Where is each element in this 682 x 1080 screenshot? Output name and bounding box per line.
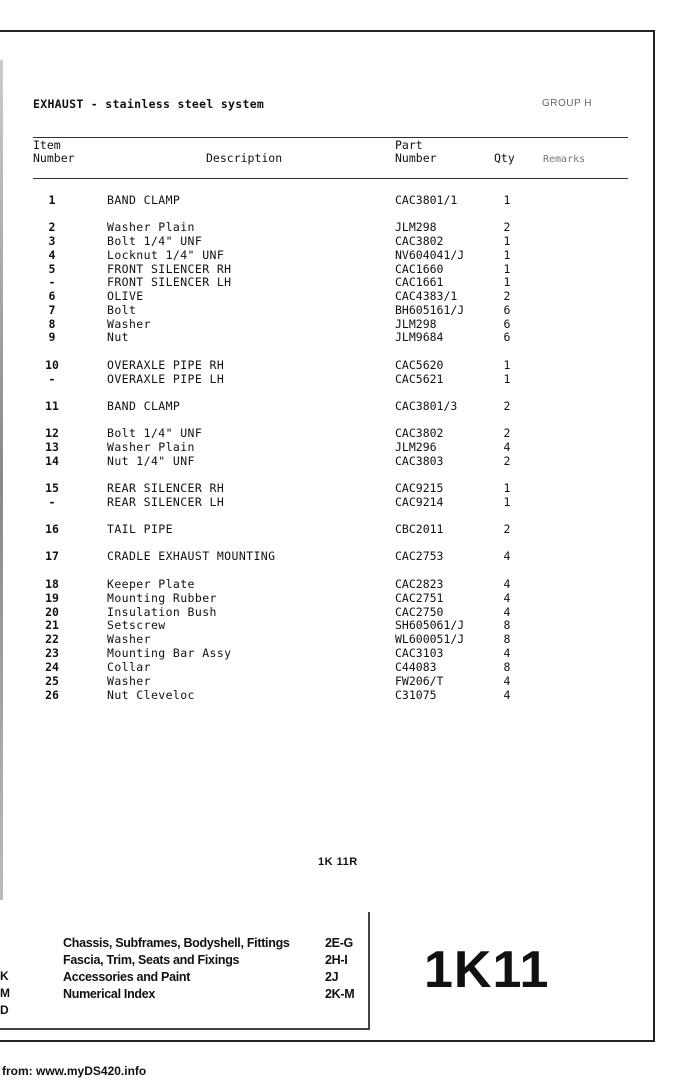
table-row	[0, 481, 640, 495]
item-qty: 4	[503, 646, 511, 660]
item-description: Bolt 1/4" UNF	[107, 426, 203, 440]
edge-letter: D	[0, 1003, 9, 1017]
item-qty: 2	[503, 522, 511, 536]
header-item-line2: Number	[33, 151, 75, 165]
item-number: 26	[45, 688, 59, 702]
part-number: NV604041/J	[395, 248, 465, 262]
item-qty: 4	[503, 605, 511, 619]
item-qty: 2	[503, 220, 511, 234]
item-qty: 1	[503, 248, 511, 262]
item-qty: 2	[503, 426, 511, 440]
index-entry-label: Numerical Index	[63, 987, 156, 1001]
part-number: BH605161/J	[395, 303, 465, 317]
item-qty: 1	[503, 372, 511, 386]
item-number: -	[48, 372, 56, 386]
header-top-rule	[33, 137, 628, 138]
table-row	[0, 303, 640, 317]
item-description: Washer Plain	[107, 220, 195, 234]
item-number: 18	[45, 577, 59, 591]
table-row	[0, 248, 640, 262]
table-row	[0, 674, 640, 688]
part-number: CAC3803	[395, 454, 444, 468]
table-row	[0, 549, 640, 563]
item-qty: 1	[503, 275, 511, 289]
table-row	[0, 605, 640, 619]
part-number: CAC4383/1	[395, 289, 458, 303]
item-description: Washer	[107, 674, 151, 688]
table-row	[0, 495, 640, 509]
index-entry-code: 2E-G	[325, 936, 353, 950]
page-frame	[0, 30, 655, 1042]
item-qty: 6	[503, 330, 511, 344]
item-qty: 6	[503, 303, 511, 317]
header-item-line1: Item	[33, 138, 61, 152]
item-description: OLIVE	[107, 289, 144, 303]
item-number: 17	[45, 549, 59, 563]
part-number: CAC2751	[395, 591, 444, 605]
table-row	[0, 577, 640, 591]
part-number: CAC1661	[395, 275, 444, 289]
item-description: Insulation Bush	[107, 605, 217, 619]
table-row	[0, 193, 640, 207]
item-description: REAR SILENCER LH	[107, 495, 225, 509]
header-item	[33, 139, 75, 165]
table-row	[0, 372, 640, 386]
item-description: FRONT SILENCER LH	[107, 275, 232, 289]
part-number: CAC3103	[395, 646, 444, 660]
table-row	[0, 688, 640, 702]
edge-letter: M	[0, 986, 10, 1000]
item-qty: 4	[503, 591, 511, 605]
part-number: CAC2753	[395, 549, 444, 563]
item-number: 8	[48, 317, 56, 331]
item-description: Nut	[107, 330, 129, 344]
part-number: SH605061/J	[395, 618, 465, 632]
table-row	[0, 262, 640, 276]
item-qty: 6	[503, 317, 511, 331]
item-number: 12	[45, 426, 59, 440]
item-description: OVERAXLE PIPE LH	[107, 372, 225, 386]
table-row	[0, 646, 640, 660]
item-number: 9	[48, 330, 56, 344]
item-qty: 4	[503, 440, 511, 454]
table-row	[0, 399, 640, 413]
table-row	[0, 275, 640, 289]
item-number: 22	[45, 632, 59, 646]
table-row	[0, 522, 640, 536]
header-qty: Qty	[494, 151, 515, 165]
index-entry	[63, 952, 348, 969]
item-description: Washer Plain	[107, 440, 195, 454]
part-number: JLM9684	[395, 330, 444, 344]
item-description: Nut 1/4" UNF	[107, 454, 195, 468]
item-description: Mounting Rubber	[107, 591, 217, 605]
item-qty: 1	[503, 358, 511, 372]
header-remarks: Remarks	[543, 154, 586, 165]
item-qty: 1	[503, 234, 511, 248]
item-description: Nut Cleveloc	[107, 688, 195, 702]
page-title: EXHAUST - stainless steel system	[33, 97, 265, 111]
part-number: JLM298	[395, 220, 437, 234]
item-number: 25	[45, 674, 59, 688]
item-number: 21	[45, 618, 59, 632]
header-bottom-rule	[33, 178, 628, 179]
table-row	[0, 660, 640, 674]
part-number: WL600051/J	[395, 632, 465, 646]
table-row	[0, 618, 640, 632]
table-row	[0, 440, 640, 454]
group-label: GROUP H	[542, 98, 592, 109]
item-qty: 8	[503, 660, 511, 674]
item-qty: 1	[503, 262, 511, 276]
item-description: Washer	[107, 632, 151, 646]
item-number: 14	[45, 454, 59, 468]
index-entry-label: Fascia, Trim, Seats and Fixings	[63, 953, 240, 967]
item-number: 13	[45, 440, 59, 454]
item-number: 15	[45, 481, 59, 495]
item-description: TAIL PIPE	[107, 522, 173, 536]
table-row	[0, 234, 640, 248]
part-number: JLM296	[395, 440, 437, 454]
part-number: CAC3801/3	[395, 399, 458, 413]
table-row	[0, 632, 640, 646]
item-number: 19	[45, 591, 59, 605]
item-description: Keeper Plate	[107, 577, 195, 591]
item-description: REAR SILENCER RH	[107, 481, 225, 495]
table-row	[0, 591, 640, 605]
item-description: Collar	[107, 660, 151, 674]
part-number: JLM298	[395, 317, 437, 331]
item-number: 6	[48, 289, 56, 303]
part-number: CAC2750	[395, 605, 444, 619]
item-qty: 4	[503, 674, 511, 688]
part-number: CAC3802	[395, 234, 444, 248]
item-number: -	[48, 275, 56, 289]
table-row	[0, 317, 640, 331]
item-qty: 2	[503, 454, 511, 468]
table-row	[0, 220, 640, 234]
item-number: 11	[45, 399, 59, 413]
part-number: CBC2011	[395, 522, 444, 536]
index-entry	[63, 969, 339, 986]
part-number: C31075	[395, 688, 437, 702]
item-number: 3	[48, 234, 56, 248]
header-part-line1: Part	[395, 138, 423, 152]
table-row	[0, 454, 640, 468]
item-qty: 1	[503, 193, 511, 207]
item-number: 5	[48, 262, 56, 276]
item-description: Locknut 1/4" UNF	[107, 248, 225, 262]
part-number: CAC1660	[395, 262, 444, 276]
item-number: 2	[48, 220, 56, 234]
index-entry-code: 2K-M	[325, 987, 355, 1001]
header-description: Description	[206, 151, 283, 165]
item-description: Bolt	[107, 303, 137, 317]
item-number: 7	[48, 303, 56, 317]
item-qty: 2	[503, 399, 511, 413]
item-number: -	[48, 495, 56, 509]
table-row	[0, 426, 640, 440]
item-number: 20	[45, 605, 59, 619]
item-qty: 8	[503, 632, 511, 646]
header-part-line2: Number	[395, 151, 437, 165]
item-qty: 4	[503, 577, 511, 591]
page-code: 1K 11R	[318, 856, 358, 868]
part-number: CAC2823	[395, 577, 444, 591]
index-entry-code: 2J	[325, 970, 339, 984]
item-number: 24	[45, 660, 59, 674]
fiche-code: 1K11	[424, 941, 550, 999]
item-number: 1	[48, 193, 56, 207]
item-qty: 2	[503, 289, 511, 303]
part-number: CAC5621	[395, 372, 444, 386]
part-number: CAC9215	[395, 481, 444, 495]
part-number: CAC3802	[395, 426, 444, 440]
part-number: CAC9214	[395, 495, 444, 509]
item-description: Washer	[107, 317, 151, 331]
item-description: Mounting Bar Assy	[107, 646, 232, 660]
source-credit: from: www.myDS420.info	[2, 1064, 147, 1078]
header-part	[395, 139, 437, 165]
part-number: CAC5620	[395, 358, 444, 372]
index-entry-label: Accessories and Paint	[63, 970, 191, 984]
item-number: 23	[45, 646, 59, 660]
item-qty: 4	[503, 688, 511, 702]
item-description: CRADLE EXHAUST MOUNTING	[107, 549, 276, 563]
item-description: BAND CLAMP	[107, 399, 181, 413]
item-qty: 8	[503, 618, 511, 632]
item-description: Bolt 1/4" UNF	[107, 234, 203, 248]
index-entry-label: Chassis, Subframes, Bodyshell, Fittings	[63, 936, 290, 950]
item-qty: 1	[503, 495, 511, 509]
item-description: OVERAXLE PIPE RH	[107, 358, 225, 372]
page-edge-shadow	[0, 60, 3, 900]
item-description: BAND CLAMP	[107, 193, 181, 207]
part-number: C44083	[395, 660, 437, 674]
index-entry	[63, 935, 353, 952]
item-qty: 1	[503, 481, 511, 495]
table-row	[0, 289, 640, 303]
edge-letter: K	[0, 969, 9, 983]
item-description: FRONT SILENCER RH	[107, 262, 232, 276]
item-number: 10	[45, 358, 59, 372]
index-entry-code: 2H-I	[325, 953, 348, 967]
item-number: 16	[45, 522, 59, 536]
table-row	[0, 358, 640, 372]
item-description: Setscrew	[107, 618, 166, 632]
part-number: CAC3801/1	[395, 193, 458, 207]
table-row	[0, 330, 640, 344]
part-number: FW206/T	[395, 674, 444, 688]
item-number: 4	[48, 248, 56, 262]
item-qty: 4	[503, 549, 511, 563]
index-entry	[63, 986, 355, 1003]
